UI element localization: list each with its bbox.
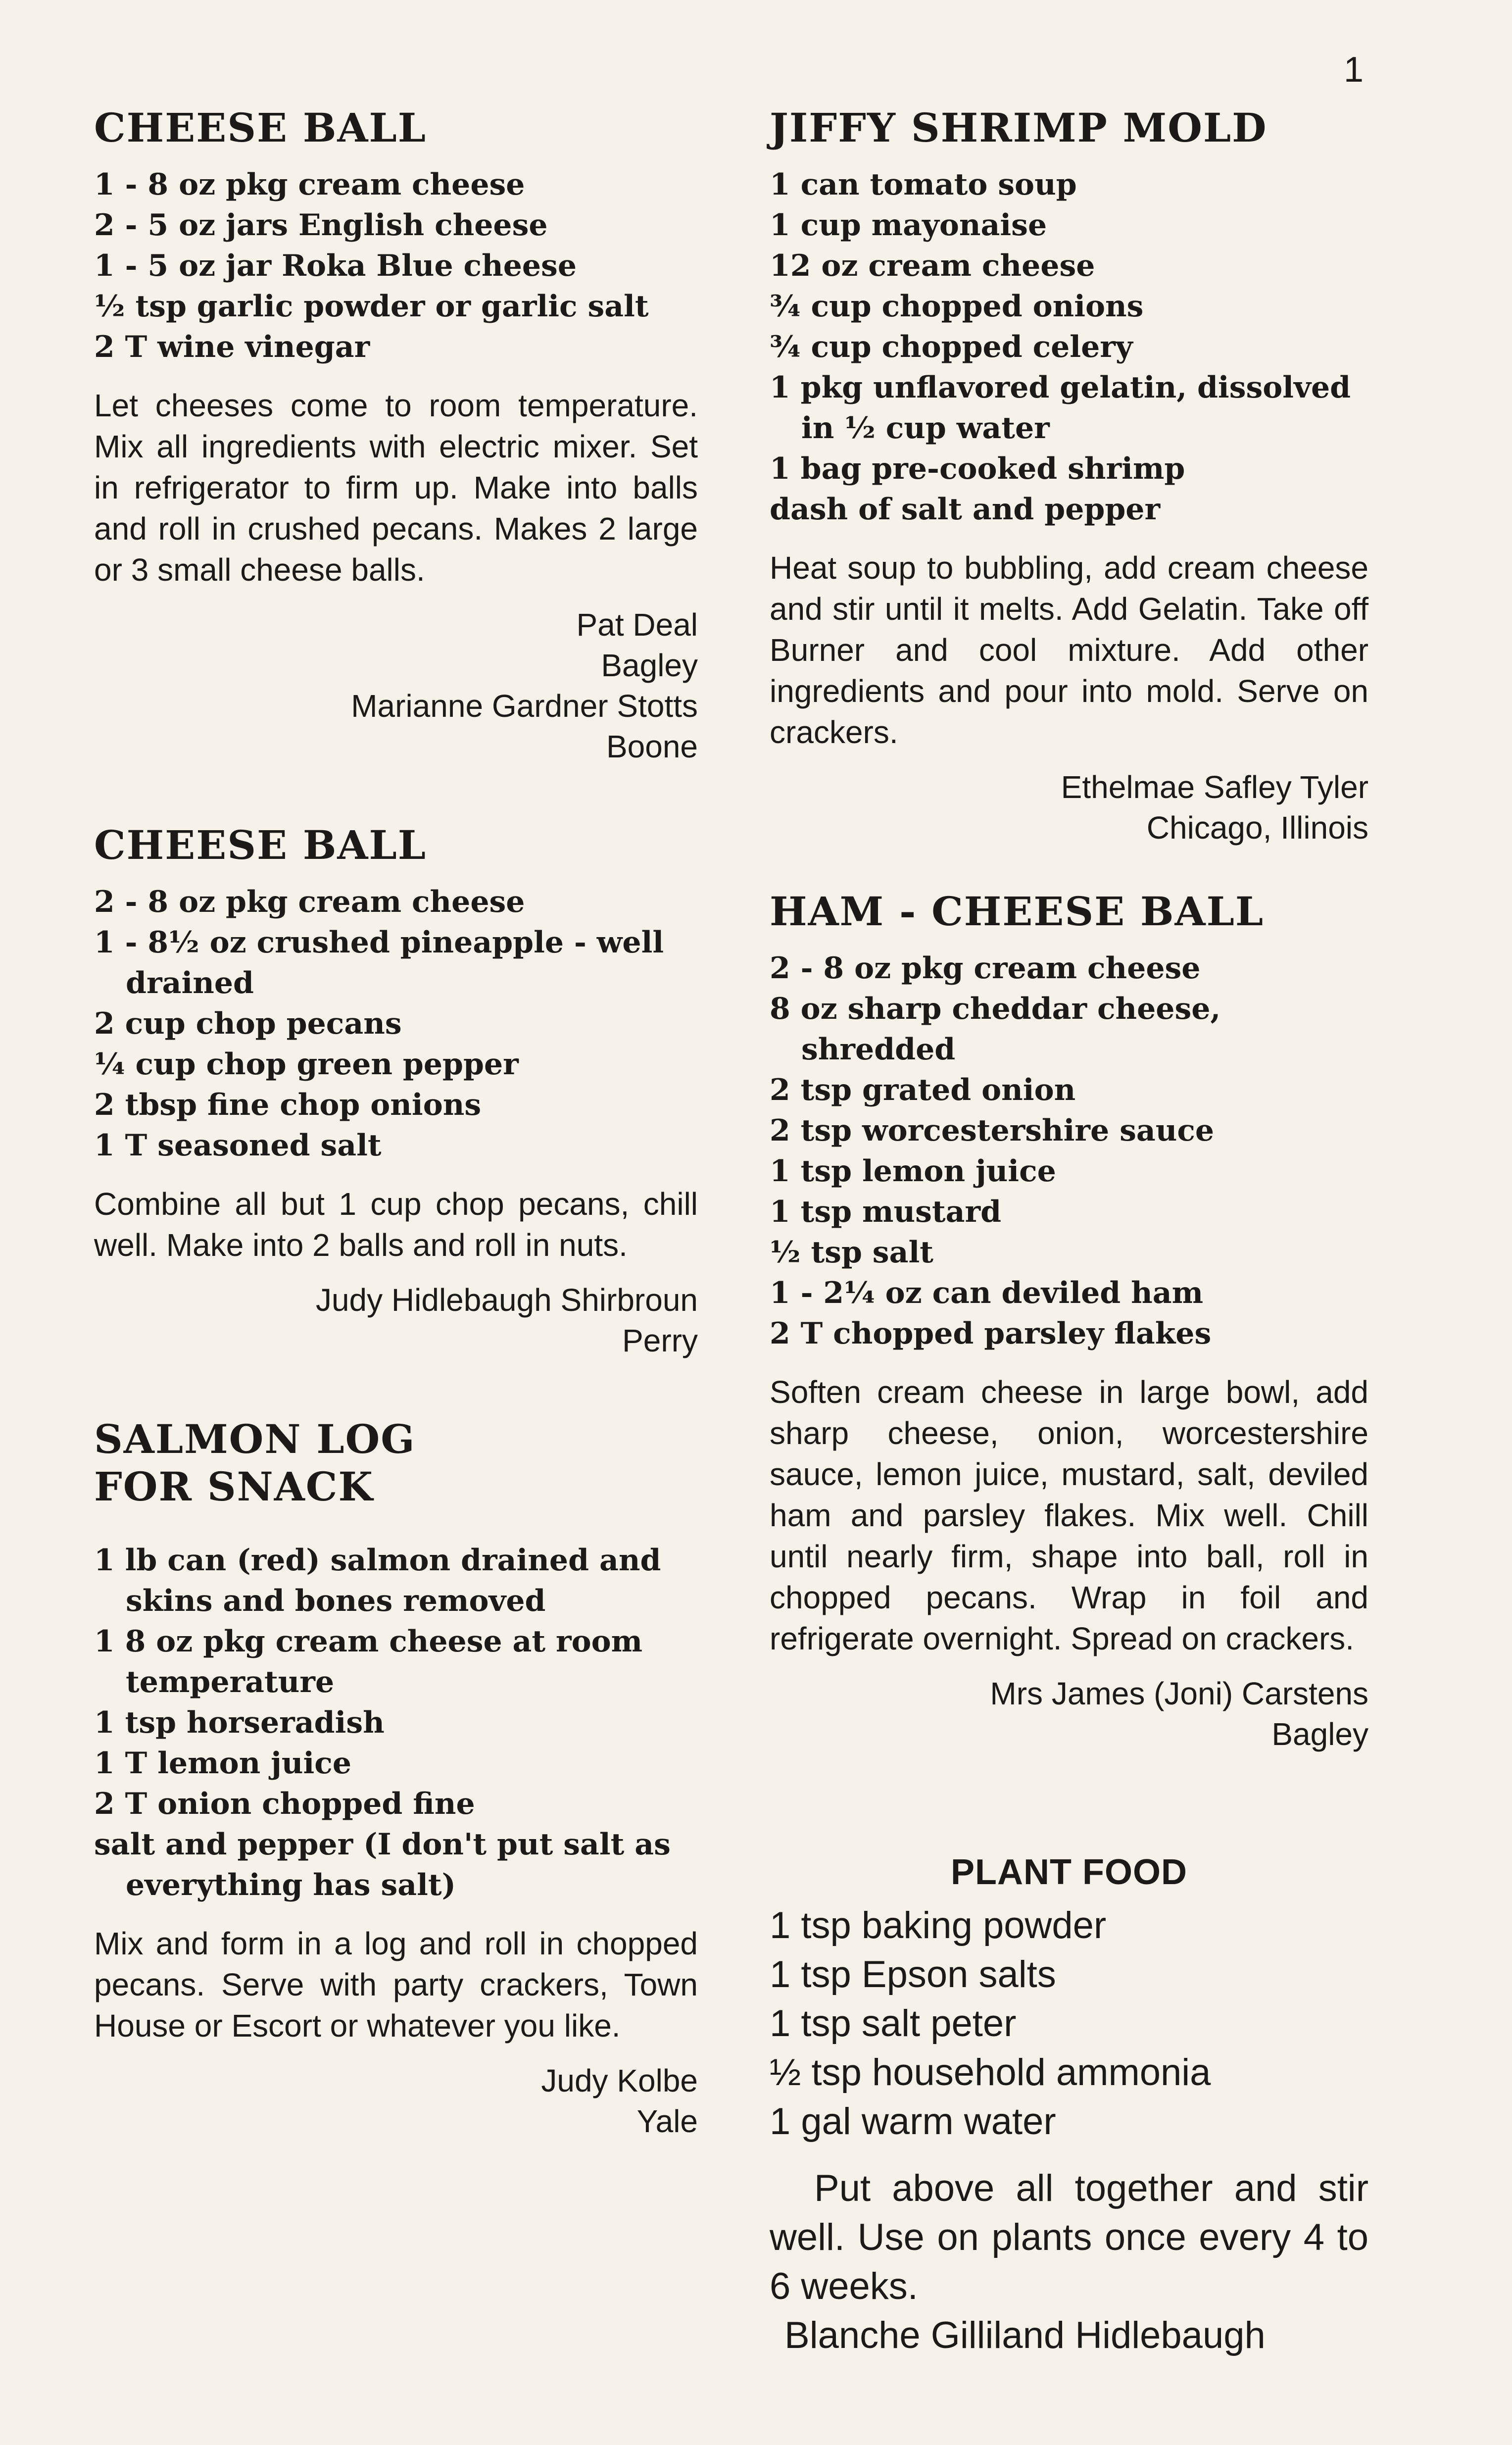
credit-line: Pat Deal (576, 607, 698, 643)
recipe-cheese-ball-1 (94, 104, 698, 767)
recipe-instructions: Mix and form in a log and roll in chopped pecans. Serve with party crackers, Town House or Escort or whatever you like. (94, 1926, 698, 2044)
title-line: HAM - CHEESE BALL (770, 888, 1265, 935)
ingredient: 1 T seasoned salt (94, 1128, 382, 1163)
ingredient: 1 lb can (red) salmon drained and skins and bones removed (94, 1543, 661, 1618)
ingredient: ½ tsp household ammonia (770, 2051, 1211, 2094)
title-line: CHEESE BALL (94, 104, 427, 151)
recipe-ham-cheese-ball (770, 888, 1368, 1754)
credit-line: Boone (606, 729, 698, 764)
recipe-jiffy-shrimp-mold (770, 104, 1368, 848)
credit-line: Yale (636, 2103, 698, 2139)
ingredient: 1 tsp Epson salts (770, 1953, 1056, 1996)
left-column (94, 104, 698, 2196)
recipe-salmon-log (94, 1415, 698, 2142)
credit-line: Bagley (601, 648, 698, 683)
recipe-credits (770, 767, 1368, 848)
ingredient: 1 cup mayonaise (770, 208, 1047, 243)
ingredient-list (94, 164, 698, 367)
recipe-title: PLANT FOOD (951, 1852, 1187, 1892)
ingredient: 1 - 2¼ oz can deviled ham (770, 1276, 1204, 1310)
ingredient: 1 tsp horseradish (94, 1705, 385, 1740)
ingredient: 2 cup chop pecans (94, 1006, 402, 1041)
credit-line: Blanche Gilliland Hidlebaugh (784, 2314, 1266, 2356)
ingredient: ¾ cup chopped onions (770, 289, 1144, 324)
ingredient: 2 tsp worcestershire sauce (770, 1113, 1215, 1148)
ingredient: 2 T onion chopped fine (94, 1787, 475, 1821)
recipe-title (770, 104, 1368, 151)
ingredient: 1 tsp baking powder (770, 1904, 1107, 1946)
credit-line: Mrs James (Joni) Carstens (990, 1676, 1368, 1711)
ingredient: ¼ cup chop green pepper (94, 1047, 519, 1082)
credit-line: Judy Hidlebaugh Shirbroun (315, 1282, 698, 1318)
title-line: SALMON LOG (94, 1416, 416, 1462)
ingredient: 1 8 oz pkg cream cheese at room temperature (94, 1624, 643, 1699)
ingredient-list (94, 1540, 698, 1905)
credit-line: Perry (622, 1323, 698, 1358)
page-number: 1 (1343, 50, 1364, 90)
ingredient: ½ tsp salt (770, 1235, 933, 1270)
recipe-instructions: Put above all together and stir well. Use on plants once every 4 to 6 weeks. (770, 2167, 1368, 2307)
recipe-instructions: Combine all but 1 cup chop pecans, chill well. Make into 2 balls and roll in nuts. (94, 1186, 698, 1263)
recipe-credits (94, 1280, 698, 1361)
ingredient: 2 T chopped parsley flakes (770, 1316, 1212, 1351)
recipe-instructions: Heat soup to bubbling, add cream cheese and stir until it melts. Add Gelatin. Take off Burner and cool mixture. Add other ingredients and pour into mold. Serve on crackers. (770, 550, 1368, 750)
ingredient: 1 T lemon juice (94, 1746, 351, 1781)
title-line: JIFFY SHRIMP MOLD (770, 104, 1268, 151)
ingredient-list (770, 948, 1368, 1354)
ingredient: 1 can tomato soup (770, 167, 1077, 202)
recipe-title (94, 104, 698, 151)
ingredient: 2 - 8 oz pkg cream cheese (94, 885, 525, 919)
ingredient: 1 tsp mustard (770, 1195, 1002, 1229)
ingredient: ¾ cup chopped celery (770, 330, 1133, 364)
ingredient: 1 gal warm water (770, 2100, 1056, 2143)
ingredient: salt and pepper (I don't put salt as everything has salt) (94, 1827, 671, 1902)
recipe-instructions: Let cheeses come to room temperature. Mix all ingredients with electric mixer. Set in refrigerator to firm up. Make into balls and roll in crushed pecans. Makes 2 large or 3 small cheese balls. (94, 388, 698, 588)
ingredient: 1 tsp salt peter (770, 2002, 1017, 2045)
recipe-credits (94, 604, 698, 767)
recipe-instructions: Soften cream cheese in large bowl, add sharp cheese, onion, worcestershire sauce, lemon juice, mustard, salt, deviled ham and parsley flakes. Mix well. Chill until nearly firm, shape into ball, roll in chopped pecans. Wrap in foil and refrigerate overnight. Spread on crackers. (770, 1374, 1368, 1656)
ingredient: dash of salt and pepper (770, 492, 1161, 527)
credit-line: Bagley (1271, 1716, 1368, 1752)
ingredient: 12 oz cream cheese (770, 249, 1095, 283)
title-line: CHEESE BALL (94, 822, 427, 868)
ingredient: 1 tsp lemon juice (770, 1154, 1056, 1189)
ingredient: 1 - 8½ oz crushed pineapple - well drained (94, 925, 664, 1000)
recipe-title (94, 1415, 698, 1510)
ingredient: ½ tsp garlic powder or garlic salt (94, 289, 649, 324)
ingredient: 2 - 5 oz jars English cheese (94, 208, 548, 243)
recipe-cheese-ball-2 (94, 821, 698, 1361)
ingredient: 2 - 8 oz pkg cream cheese (770, 951, 1201, 986)
credit-line: Judy Kolbe (541, 2063, 698, 2098)
ingredient: 1 pkg unflavored gelatin, dissolved in ½ cup water (770, 370, 1351, 446)
credit-line: Ethelmae Safley Tyler (1061, 769, 1368, 805)
recipe-plant-food (770, 1848, 1368, 2360)
ingredient: 1 - 5 oz jar Roka Blue cheese (94, 249, 577, 283)
ingredient-list (770, 164, 1368, 530)
recipe-title (94, 821, 698, 869)
right-column (770, 104, 1368, 2414)
credit-line: Marianne Gardner Stotts (351, 688, 698, 724)
ingredient: 2 T wine vinegar (94, 330, 370, 364)
ingredient: 8 oz sharp cheddar cheese, shredded (770, 992, 1221, 1067)
credit-line: Chicago, Illinois (1146, 810, 1368, 846)
recipe-title (770, 888, 1368, 935)
ingredient: 2 tsp grated onion (770, 1073, 1076, 1107)
ingredient: 2 tbsp fine chop onions (94, 1088, 482, 1122)
recipe-credits (770, 1673, 1368, 1754)
title-line: FOR SNACK (94, 1463, 374, 1510)
ingredient: 1 - 8 oz pkg cream cheese (94, 167, 525, 202)
ingredient-list (94, 882, 698, 1166)
ingredient: 1 bag pre-cooked shrimp (770, 451, 1185, 486)
ingredient-list (770, 1901, 1368, 2146)
recipe-credits (94, 2060, 698, 2142)
